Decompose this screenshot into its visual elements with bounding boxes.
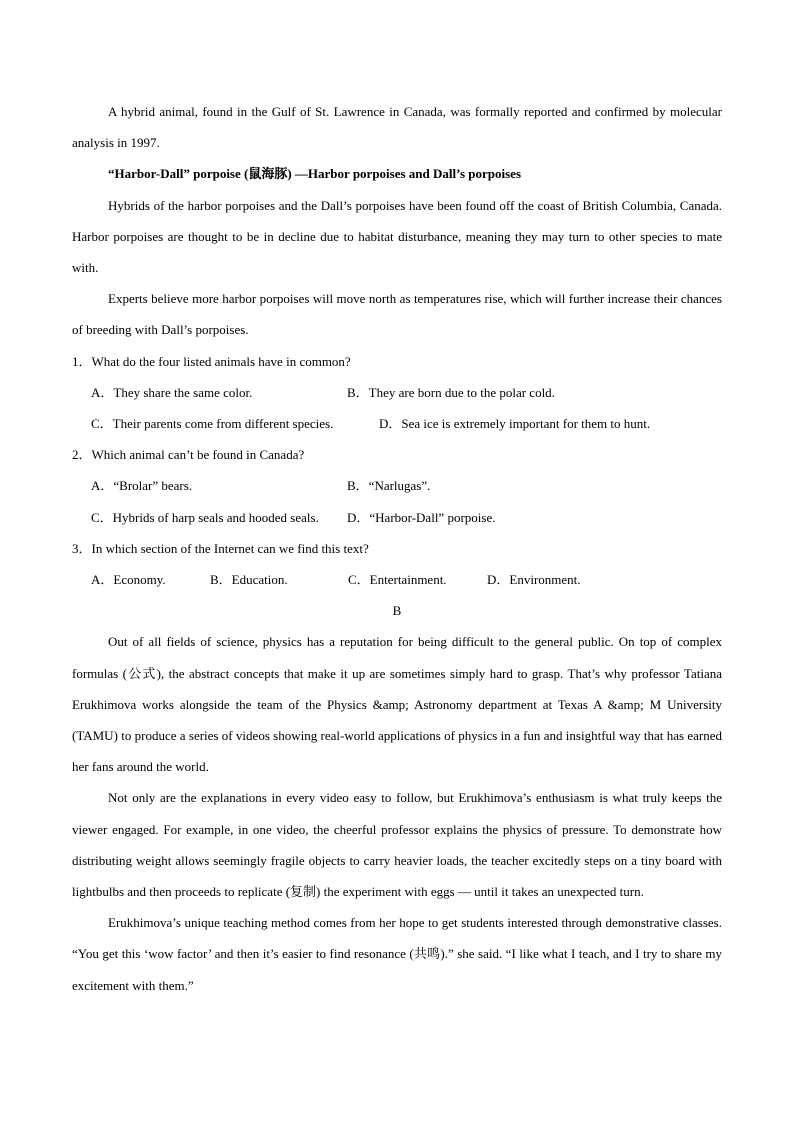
option-d: D．Sea ice is extremely important for them to hunt. (379, 416, 651, 432)
document-page (72, 96, 722, 1001)
option-b: B．Education. (210, 572, 288, 588)
question-2 (72, 439, 722, 533)
passage-a-paragraph: Experts believe more harbor porpoises will move north as temperatures rise, which will further increase their chances of breeding with Dall’s porpoises. (72, 291, 722, 338)
option-c: C．Hybrids of harp seals and hooded seals. (91, 509, 319, 525)
question-stem: 3．In which section of the Internet can we find this text? (72, 540, 369, 556)
option-c: C．Entertainment. (348, 572, 447, 588)
options-row (72, 408, 722, 439)
passage-a-paragraph: Hybrids of the harbor porpoises and the Dall’s porpoises have been found off the coast of British Columbia, Canada. Harbor porpoises are thought to be in decline due to habitat disturbance, meaning they may turn to other species to mate with. (72, 197, 722, 276)
option-d: D．Environment. (487, 572, 581, 588)
options-row (72, 470, 722, 501)
passage-b-paragraph: Erukhimova’s unique teaching method comes from her hope to get students interested through demonstrative classes. “You get this ‘wow factor’ and then it’s easier to find resonance (共鸣).” she said. “I like what I teach, and I try to share my excitement with them.” (72, 915, 722, 993)
option-a: A．“Brolar” bears. (91, 478, 193, 494)
option-a: A．Economy. (91, 572, 166, 588)
option-a: A．They share the same color. (91, 384, 253, 400)
passage-b-paragraph: Not only are the explanations in every video easy to follow, but Erukhimova’s enthusiasm is what truly keeps the viewer engaged. For example, in one video, the cheerful professor explains the physics of pressure. To demonstrate how distributing weight allows seemingly fragile objects to carry heavier loads, the teacher excitedly steps on a tiny board with lightbulbs and then proceeds to replicate (复制) the experiment with eggs — until it takes an unexpected turn. (72, 790, 722, 900)
options-row (72, 564, 722, 595)
options-row (72, 502, 722, 533)
question-3 (72, 533, 722, 595)
question-stem: 2．Which animal can’t be found in Canada? (72, 447, 305, 463)
option-b: B．They are born due to the polar cold. (347, 384, 555, 400)
option-b: B．“Narlugas”. (347, 478, 431, 494)
options-row (72, 377, 722, 408)
option-c: C．Their parents come from different species. (91, 416, 334, 432)
passage-b-paragraph: Out of all fields of science, physics has a reputation for being difficult to the general public. On top of complex formulas (公式), the abstract concepts that make it up are sometimes simply hard to grasp. That’s why professor Tatiana Erukhimova works alongside the team of the Physics &amp; Astronomy department at Texas A &amp; M University (TAMU) to produce a series of videos showing real-world applications of physics in a fun and insightful way that has earned her fans around the world. (72, 634, 722, 775)
passage-b-label: B (392, 603, 402, 619)
section-heading: “Harbor-Dall” porpoise (鼠海豚) —Harbor porpoises and Dall’s porpoises (108, 166, 522, 182)
option-d: D．“Harbor-Dall” porpoise. (347, 509, 496, 525)
question-1 (72, 346, 722, 440)
question-stem: 1．What do the four listed animals have in common? (72, 353, 351, 369)
passage-a-intro: A hybrid animal, found in the Gulf of St. Lawrence in Canada, was formally reported and confirmed by molecular analysis in 1997. (72, 104, 722, 151)
